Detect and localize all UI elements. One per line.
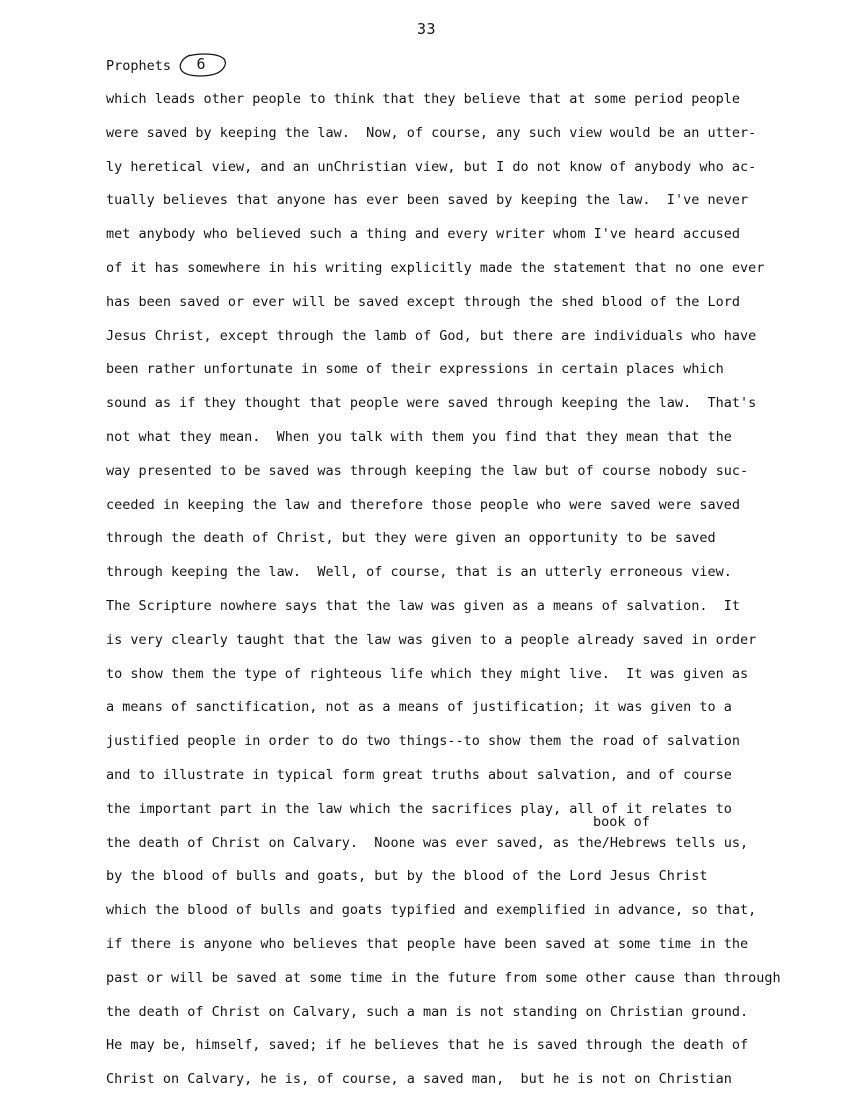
text-line: justified people in order to do two things--to show them the road of salvation <box>106 733 740 750</box>
text-line: which leads other people to think that they believe that at some period people <box>106 91 740 107</box>
text-line: has been saved or ever will be saved except through the shed blood of the Lord <box>106 293 740 310</box>
text-line: if there is anyone who believes that people have been saved at some time in the <box>106 935 749 952</box>
text-line: The Scripture nowhere says that the law was given as a means of salvation. It <box>106 597 740 614</box>
text-line: which the blood of bulls and goats typified and exemplified in advance, so that, <box>106 902 757 919</box>
text-line: way presented to be saved was through keeping the law but of course nobody suc- <box>106 462 749 479</box>
text-line: ceeded in keeping the law and therefore those people who were saved were saved <box>106 496 740 513</box>
text-line: to show them the type of righteous life which they might live. It was given as <box>106 665 749 682</box>
text-line: Christ on Calvary, he is, of course, a saved man, but he is not on Christian <box>106 1071 732 1088</box>
text-line: and to illustrate in typical form great truths about salvation, and of course <box>106 766 732 783</box>
text-line: by the blood of bulls and goats, but by the blood of the Lord Jesus Christ <box>106 868 708 885</box>
text-line: past or will be saved at some time in the future from some other cause than through <box>106 969 781 986</box>
body-text <box>106 90 806 1104</box>
text-line: through the death of Christ, but they were given an opportunity to be saved <box>106 530 716 547</box>
text-line: through keeping the law. Well, of course, that is an utterly erroneous view. <box>106 564 732 581</box>
text-line: Jesus Christ, except through the lamb of God, but there are individuals who have <box>106 327 757 344</box>
text-line: is very clearly taught that the law was given to a people already saved in order <box>106 631 757 648</box>
text-line: ly heretical view, and an unChristian view, but I do not know of anybody who ac- <box>106 158 757 175</box>
text-line: met anybody who believed such a thing and every writer whom I've heard accused <box>106 226 740 243</box>
text-line: of it has somewhere in his writing explicitly made the statement that no one ever <box>106 259 765 276</box>
text-line: sound as if they thought that people were saved through keeping the law. That's <box>106 395 757 412</box>
text-line: were saved by keeping the law. Now, of course, any such view would be an utter- <box>106 124 757 141</box>
handwritten-insertion: book of <box>593 814 650 830</box>
text-line: not what they mean. When you talk with them you find that they mean that the <box>106 428 732 445</box>
page-number: 33 <box>417 20 437 38</box>
header-label: Prophets <box>106 58 172 74</box>
text-line: been rather unfortunate in some of their expressions in certain places which <box>106 361 724 378</box>
section-badge <box>178 52 228 78</box>
text-line: the death of Christ on Calvary, such a man is not standing on Christian ground. <box>106 1003 749 1020</box>
text-line: He may be, himself, saved; if he believes that he is saved through the death of <box>106 1037 749 1054</box>
section-number: 6 <box>196 55 206 73</box>
text-line: tually believes that anyone has ever been saved by keeping the law. I've never <box>106 192 749 209</box>
text-line: a means of sanctification, not as a means of justification; it was given to a <box>106 699 732 716</box>
text-line: the important part in the law which the sacrifices play, all of it relates to <box>106 800 732 817</box>
text-line: the death of Christ on Calvary. Noone was ever saved, as the/Hebrews tells us, <box>106 834 749 851</box>
